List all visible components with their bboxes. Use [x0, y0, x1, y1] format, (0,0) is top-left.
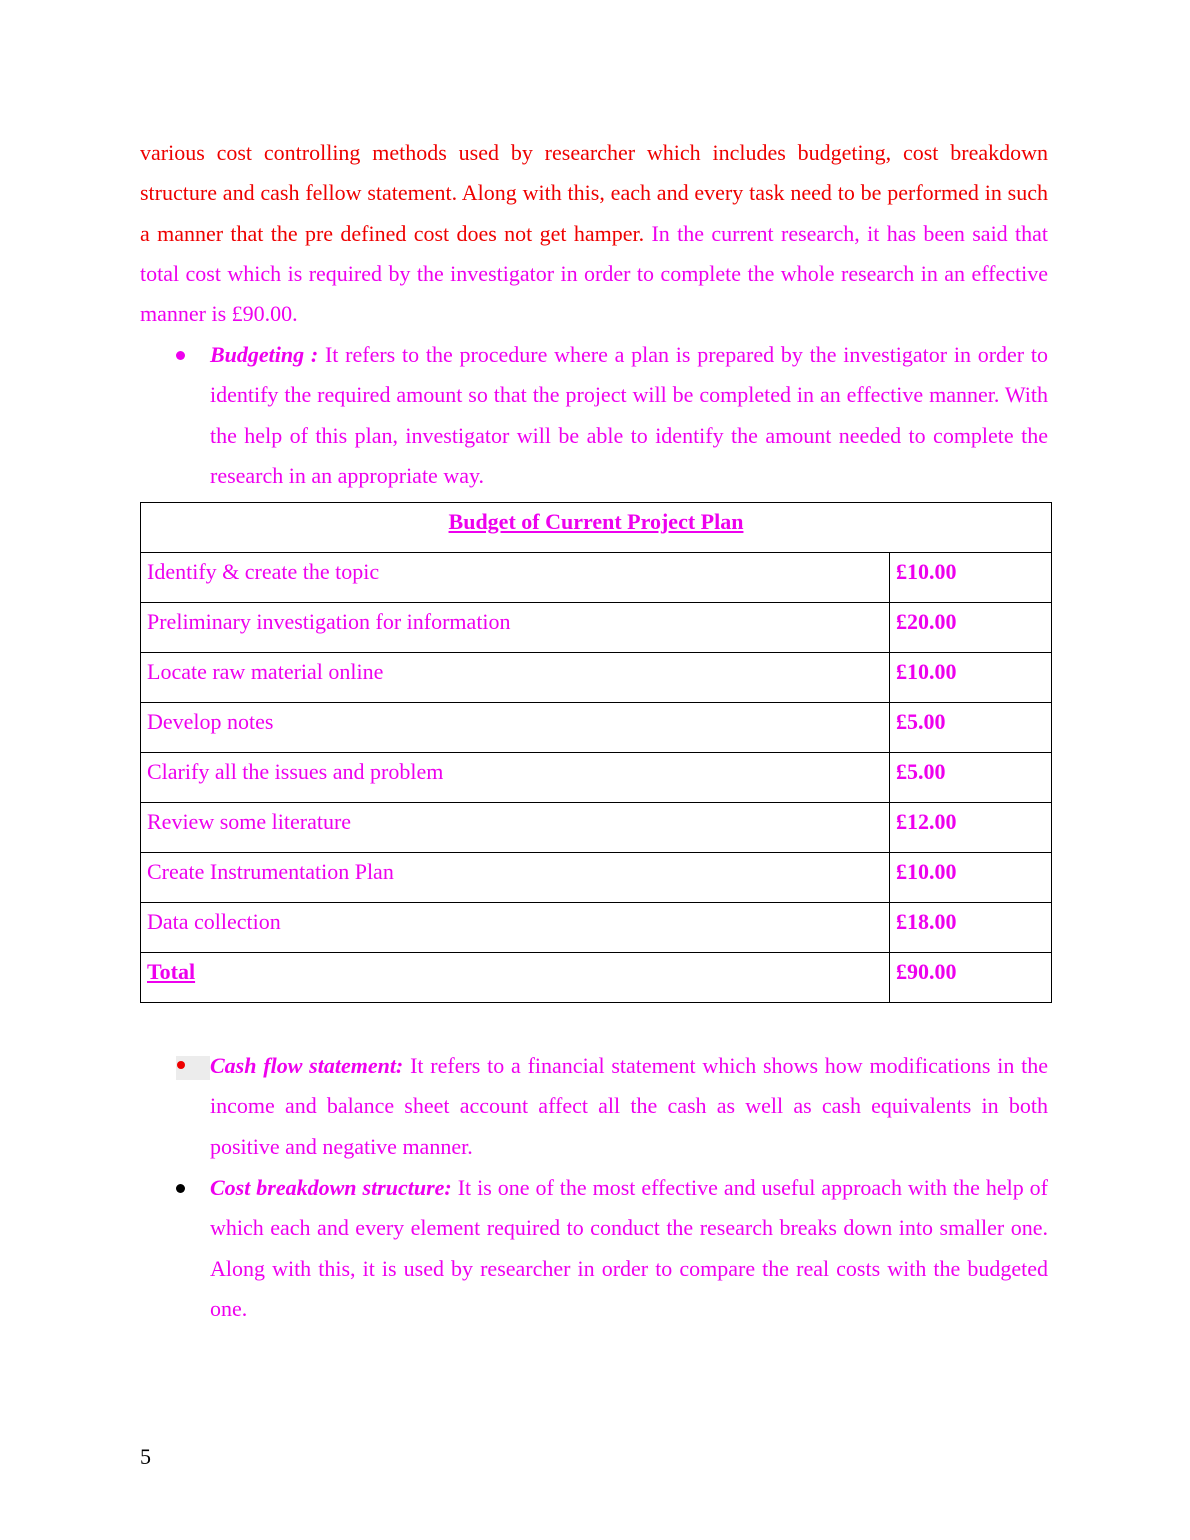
table-cell-item: Locate raw material online [141, 653, 890, 703]
intro-red-text: various cost controlling methods used by researcher which includes budgeting, cost breakdown structure and cash fellow statement. Along with this, each and every task need to be performed in such a manner that the pre defined cost does not get hamper. [140, 140, 1048, 246]
budget-table [140, 502, 1052, 1003]
bullet-budgeting [210, 335, 1048, 496]
bullet-term: Cash flow statement: [210, 1053, 404, 1078]
table-cell-amount: £20.00 [890, 603, 1052, 653]
bullet-dot-icon [176, 1184, 185, 1193]
table-total-row [141, 953, 1052, 1003]
table-row [141, 903, 1052, 953]
table-title-row [141, 503, 1052, 553]
table-cell-amount: £10.00 [890, 853, 1052, 903]
bullet-term: Cost breakdown structure: [210, 1175, 452, 1200]
table-cell-amount: £18.00 [890, 903, 1052, 953]
table-total-label: Total [141, 953, 890, 1003]
bullet-text: It refers to a financial statement which shows how modifications in the income and balance sheet account affect all the cash as well as cash equivalents in both positive and negative manner. [210, 1053, 1049, 1159]
bullet-dot-icon [176, 351, 185, 360]
table-cell-amount: £5.00 [890, 753, 1052, 803]
table-cell-item: Develop notes [141, 703, 890, 753]
bullet-cost-breakdown [210, 1168, 1048, 1329]
page-number: 5 [140, 1444, 151, 1469]
intro-magenta-text: In the current research, it has been said that total cost which is required by the investigator in order to complete the whole research in an effective manner is £90.00. [140, 220, 1049, 327]
table-row [141, 553, 1052, 603]
bullet-cash-flow [210, 1046, 1048, 1167]
bullet-dot-icon [177, 1061, 185, 1069]
bullet-term: Budgeting : [210, 342, 319, 367]
table-cell-item: Review some literature [141, 803, 890, 853]
table-row [141, 703, 1052, 753]
table-total-amount: £90.00 [890, 953, 1052, 1003]
table-cell-item: Data collection [141, 903, 890, 953]
table-row [141, 853, 1052, 903]
bullet-text: It is one of the most effective and useful approach with the help of which each and every element required to conduct the research breaks down into smaller one. Along with this, it is used by researcher in order to compare the real costs with the budgeted one. [210, 1175, 1048, 1321]
bullet-text: It refers to the procedure where a plan is prepared by the investigator in order to identify the required amount so that the project will be completed in an effective manner. With the help of this plan, investigator will be able to identify the amount needed to complete the research in an appropriate way. [210, 342, 1048, 488]
table-row [141, 653, 1052, 703]
intro-paragraph [140, 133, 1048, 334]
table-row [141, 803, 1052, 853]
table-cell-amount: £10.00 [890, 553, 1052, 603]
table-cell-amount: £10.00 [890, 653, 1052, 703]
table-title: Budget of Current Project Plan [141, 503, 1052, 553]
table-cell-amount: £5.00 [890, 703, 1052, 753]
table-cell-amount: £12.00 [890, 803, 1052, 853]
table-cell-item: Preliminary investigation for information [141, 603, 890, 653]
table-cell-item: Create Instrumentation Plan [141, 853, 890, 903]
table-cell-item: Clarify all the issues and problem [141, 753, 890, 803]
table-row [141, 603, 1052, 653]
table-cell-item: Identify & create the topic [141, 553, 890, 603]
table-row [141, 753, 1052, 803]
